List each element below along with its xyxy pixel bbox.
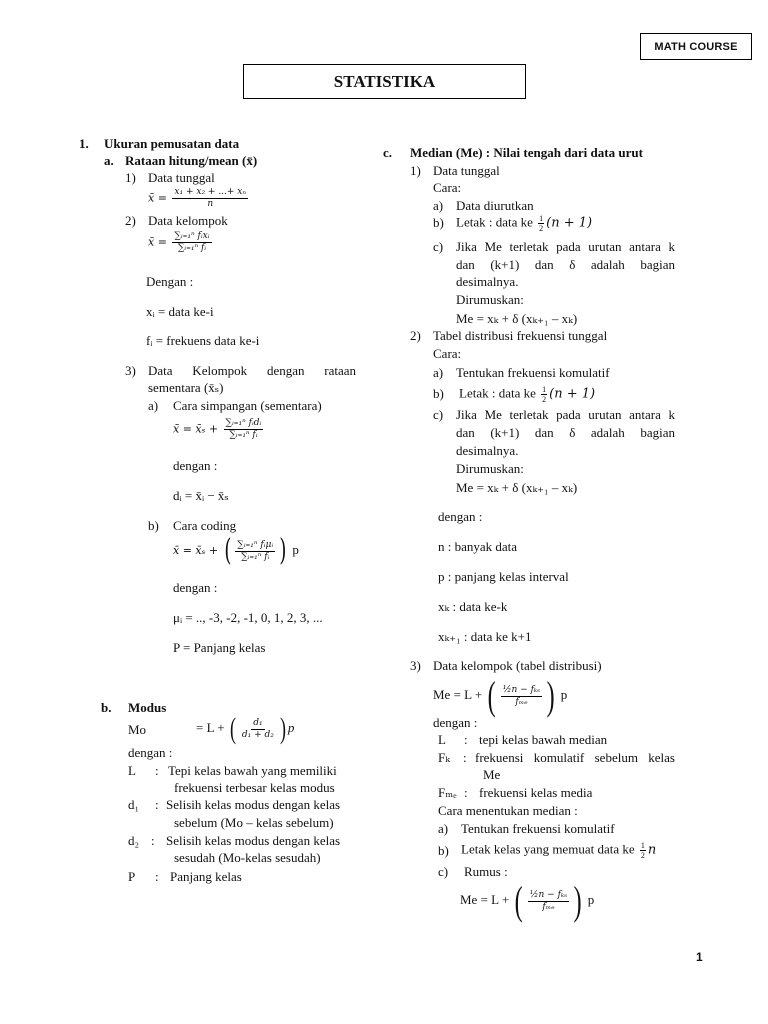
subitem-text: Rumus : — [464, 864, 508, 879]
def-key: L — [438, 732, 446, 747]
formula-numerator: d₁ — [253, 717, 263, 728]
item-text: Data kelompok — [148, 213, 228, 228]
subsection-title: Rataan hitung/mean (x̄) — [125, 153, 258, 168]
subitem-letter: a) — [433, 365, 444, 380]
def-text: frekuensi kelas media — [479, 785, 593, 800]
subitem-letter: a) — [148, 398, 159, 413]
formula-numerator: x₁ + x₂ + ...+ xₙ — [174, 187, 247, 197]
item-text: Data tunggal — [148, 170, 215, 185]
subsection-title: Median (Me) : Nilai tengah dari data urut — [410, 145, 643, 160]
course-text: MATH COURSE — [654, 40, 738, 53]
subitem-text: Cara coding — [173, 518, 237, 533]
letak-expr: n — [647, 842, 657, 858]
subitem-text-cont: dan (k+1) dan δ adalah bagian — [456, 257, 675, 272]
title-text: STATISTIKA — [333, 71, 436, 91]
formula-denominator: d₁ + d₂ — [241, 729, 274, 740]
subsection-title: Modus — [128, 700, 167, 715]
mean-coding-formula: x̄ = x̄ₛ + ( $\frac{\text{∑ᵢ₌₁ⁿ fᵢμᵢ}}{\text{∑ᵢ₌₁ⁿ fᵢ}}$ ) p — [173, 533, 299, 568]
letak-expr: (n + 1) — [549, 386, 596, 402]
definition-n: n : banyak data — [438, 539, 518, 554]
frac-num: 1 — [539, 214, 544, 223]
frac-num: 1 — [640, 841, 645, 850]
formula-denominator: n — [207, 199, 214, 209]
frac-den: 2 — [542, 395, 547, 404]
cara-label: Cara menentukan median : — [438, 803, 578, 818]
formula-numerator: ∑ᵢ₌₁ⁿ fᵢxᵢ — [174, 231, 210, 241]
subitem-letter: c) — [433, 407, 444, 422]
frac-num: 1 — [542, 385, 547, 394]
cara-label: Cara: — [433, 180, 462, 195]
subitem-text-cont: desimalnya. — [456, 274, 519, 289]
subitem-text-cont: desimalnya. — [456, 443, 519, 458]
subitem-text: Tentukan frekuensi komulatif — [461, 821, 615, 836]
section-title: Ukuran pemusatan data — [104, 136, 240, 151]
definition-p: p : panjang kelas interval — [438, 569, 569, 584]
def-text-cont: sesudah (Mo-kelas sesudah) — [174, 850, 321, 865]
definition-xk: xₖ : data ke-k — [438, 599, 508, 614]
definition-di: dᵢ = x̄ᵢ − x̄ₛ — [173, 488, 229, 503]
def-colon: : — [464, 732, 468, 747]
item-text: Tabel distribusi frekuensi tunggal — [433, 328, 608, 343]
formula-denominator: fₘₑ — [542, 901, 555, 912]
subsection-letter: c. — [383, 145, 393, 160]
subitem-text — [456, 214, 592, 233]
formula-lhs: Me = L + — [433, 686, 483, 702]
frac-den: 2 — [539, 224, 544, 233]
median-rumus-formula: Me = L + ( $\frac{\text{½n − fₖₛ}}{\text{fₘₑ}}$ ) p — [460, 878, 595, 923]
formula-lhs: x̄ = x̄ₛ + — [173, 422, 219, 436]
formula-numerator: ½n − fₖₛ — [529, 889, 568, 900]
subitem-letter: c) — [433, 239, 444, 254]
def-key: d₁ — [128, 797, 140, 812]
def-colon: : — [464, 785, 468, 800]
def-text: Selisih kelas modus dengan kelas — [166, 833, 341, 848]
formula-lhs: x̄ = x̄ₛ + — [173, 544, 219, 557]
def-text: frekuensi komulatif sebelum kelas — [475, 750, 675, 765]
formula-denominator: ∑ᵢ₌₁ⁿ fᵢ — [229, 430, 258, 440]
def-text: tepi kelas bawah median — [479, 732, 608, 747]
formula-p: p — [560, 686, 568, 702]
definition-mu: μᵢ = .., -3, -2, -1, 0, 1, 2, 3, ... — [173, 610, 323, 625]
course-label — [640, 33, 752, 60]
item-number: 3) — [125, 363, 136, 378]
def-text-cont: frekuensi terbesar kelas modus — [174, 780, 335, 795]
item-text-cont: sementara (x̄ₛ) — [148, 380, 224, 395]
dengan-label: Dengan : — [146, 274, 194, 289]
def-colon: : — [463, 750, 467, 765]
median-table-formula: Me = xₖ + δ (xₖ₊₁ – xₖ) — [456, 480, 578, 495]
formula-p: p — [287, 719, 295, 735]
item-text: Data Kelompok dengan rataan — [148, 363, 356, 378]
letak-text: Letak : data ke — [459, 385, 536, 401]
def-key: P — [128, 869, 136, 884]
item-number: 1) — [125, 170, 136, 185]
mean-single-formula — [148, 187, 250, 210]
formula-p: p — [587, 891, 595, 907]
dirumuskan-label: Dirumuskan: — [456, 292, 524, 307]
subitem-letter: b) — [148, 518, 159, 533]
def-text: Tepi kelas bawah yang memiliki — [168, 763, 337, 778]
definition-xk1: xₖ₊₁ : data ke k+1 — [438, 629, 532, 644]
def-colon: : — [155, 797, 159, 812]
dengan-label: dengan : — [173, 580, 218, 595]
subitem-text: Tentukan frekuensi komulatif — [456, 365, 610, 380]
formula-lhs: = L + — [196, 719, 225, 735]
median-group-formula: Me = L + ( $\frac{\text{½n − fₖₛ}}{\text{fₘₑ}}$ ) p — [433, 673, 568, 718]
subitem-text: Jika Me terletak pada urutan antara k — [456, 407, 675, 422]
subitem-letter: a) — [433, 198, 444, 213]
formula-numerator: ∑ᵢ₌₁ⁿ fᵢdᵢ — [225, 418, 262, 428]
subitem-letter: b) — [433, 215, 444, 230]
subitem-letter: b) — [433, 386, 444, 401]
def-text: Selisih kelas modus dengan kelas — [166, 797, 341, 812]
subitem-letter: b) — [438, 843, 449, 858]
item-number: 3) — [410, 658, 421, 673]
formula-numerator: ½n − fₖₛ — [502, 684, 541, 695]
item-number: 2) — [125, 213, 136, 228]
def-colon: : — [155, 869, 159, 884]
mean-deviation-formula — [173, 418, 265, 441]
item-text: Data kelompok (tabel distribusi) — [433, 658, 602, 673]
item-number: 1) — [410, 163, 421, 178]
subitem-text: Data diurutkan — [456, 198, 534, 213]
subsection-letter: b. — [101, 700, 112, 715]
def-text-cont: sebelum (Mo – kelas sebelum) — [174, 815, 334, 830]
def-colon: : — [155, 763, 159, 778]
definition-fi: fᵢ = frekuens data ke-i — [146, 333, 260, 348]
def-text: Panjang kelas — [170, 869, 242, 884]
formula-denominator: ∑ᵢ₌₁ⁿ fᵢ — [177, 243, 207, 253]
item-number: 2) — [410, 328, 421, 343]
mode-label: Mo — [128, 722, 147, 737]
page-title — [243, 64, 526, 99]
subitem-text — [459, 385, 595, 404]
dengan-label: dengan : — [173, 458, 218, 473]
section-number: 1. — [79, 136, 89, 151]
subitem-letter: a) — [438, 821, 449, 836]
definition-xi: xᵢ = data ke-i — [146, 304, 214, 319]
def-key: Fₘₑ — [438, 785, 457, 800]
formula-lhs: x̄ = — [148, 191, 167, 205]
subitem-text: Jika Me terletak pada urutan antara k — [456, 239, 675, 254]
subitem-text: Cara simpangan (sementara) — [173, 398, 322, 413]
def-key: d₂ — [128, 833, 140, 848]
item-text: Data tunggal — [433, 163, 500, 178]
letak-text: Letak : data ke — [456, 214, 533, 230]
dengan-label: dengan : — [433, 715, 478, 730]
frac-den: 2 — [640, 851, 645, 860]
def-text-cont: Me — [483, 767, 501, 782]
formula-denominator: fₘₑ — [515, 696, 528, 707]
def-key: Fₖ — [438, 750, 450, 765]
dirumuskan-label: Dirumuskan: — [456, 461, 524, 476]
dengan-label: dengan : — [438, 509, 483, 524]
subitem-letter: c) — [438, 864, 449, 879]
subitem-text — [461, 841, 656, 860]
mode-formula: = L + ( $\frac{\text{d₁}}{\text{d₁ + d₂}}$ ) p — [196, 712, 295, 745]
def-key: L — [128, 763, 136, 778]
formula-lhs: Me = L + — [460, 891, 510, 907]
formula-p: p — [292, 542, 299, 557]
letak-expr: (n + 1) — [546, 215, 593, 231]
subsection-letter: a. — [104, 153, 114, 168]
formula-denominator: ∑ᵢ₌₁ⁿ fᵢ — [241, 551, 270, 562]
median-single-formula: Me = xₖ + δ (xₖ₊₁ – xₖ) — [456, 311, 578, 326]
formula-numerator: ∑ᵢ₌₁ⁿ fᵢμᵢ — [237, 539, 274, 550]
letak-text: Letak kelas yang memuat data ke — [461, 841, 635, 857]
definition-p: P = Panjang kelas — [173, 640, 266, 655]
cara-label: Cara: — [433, 346, 462, 361]
mean-group-formula — [148, 231, 214, 254]
formula-lhs: x̄ = — [148, 235, 167, 249]
def-colon: : — [151, 833, 155, 848]
subitem-text-cont: dan (k+1) dan δ adalah bagian — [456, 425, 675, 440]
page-number: 1 — [696, 950, 703, 964]
dengan-label: dengan : — [128, 745, 173, 760]
